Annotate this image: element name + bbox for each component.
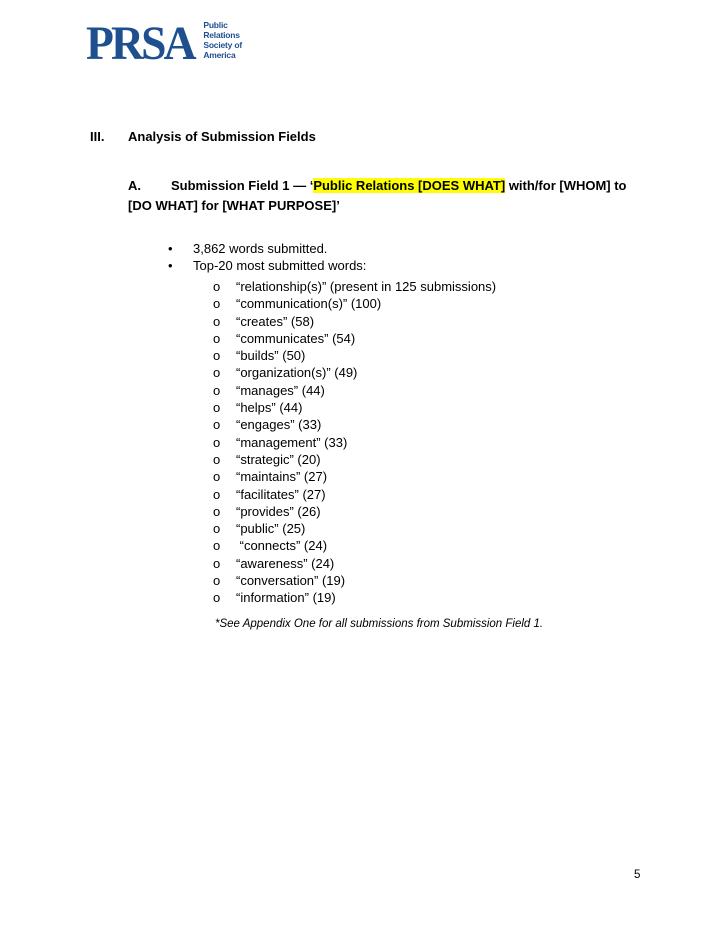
sub-marker: o bbox=[213, 503, 221, 519]
logo-line: Public bbox=[203, 20, 228, 30]
appendix-note: *See Appendix One for all submissions from Submission Field 1. bbox=[215, 618, 544, 630]
sub-marker: o bbox=[213, 555, 221, 571]
word-item bbox=[213, 589, 496, 606]
word-text: “provides” (26) bbox=[236, 503, 321, 519]
sub-marker: o bbox=[213, 417, 221, 433]
word-text: “strategic” (20) bbox=[236, 451, 321, 467]
sub-marker: o bbox=[213, 400, 221, 416]
prsa-logo bbox=[86, 18, 242, 78]
word-item bbox=[213, 520, 496, 537]
logo-line: America bbox=[203, 50, 236, 60]
word-text: “helps” (44) bbox=[236, 400, 303, 416]
sub-marker: o bbox=[213, 348, 221, 364]
sub-marker: o bbox=[213, 451, 221, 467]
word-text: “management” (33) bbox=[236, 434, 348, 450]
sub-marker: o bbox=[213, 434, 221, 450]
sub-marker: o bbox=[213, 382, 221, 398]
section-heading bbox=[90, 129, 316, 144]
word-text: “builds” (50) bbox=[236, 348, 306, 364]
sub-marker: o bbox=[213, 279, 221, 294]
list-item bbox=[168, 257, 366, 274]
word-item bbox=[213, 278, 496, 295]
word-text: “creates” (58) bbox=[236, 313, 315, 329]
word-item bbox=[213, 416, 496, 433]
word-item bbox=[213, 572, 496, 589]
word-text: “organization(s)” (49) bbox=[236, 365, 358, 381]
word-item bbox=[213, 330, 496, 347]
word-text: “manages” (44) bbox=[236, 382, 325, 398]
logo-line: Society of bbox=[203, 40, 242, 50]
bullet-marker: • bbox=[168, 241, 173, 256]
word-text: “conversation” (19) bbox=[236, 573, 346, 589]
word-item bbox=[213, 364, 496, 381]
word-text: “relationship(s)” (present in 125 submissions) bbox=[236, 279, 497, 294]
word-item bbox=[213, 434, 496, 451]
sub-marker: o bbox=[213, 590, 221, 606]
word-item bbox=[213, 555, 496, 572]
word-text: “facilitates” (27) bbox=[236, 486, 326, 502]
word-item bbox=[213, 399, 496, 416]
word-text: “awareness” (24) bbox=[236, 555, 335, 571]
logo-line: Relations bbox=[203, 30, 240, 40]
sub-marker: o bbox=[213, 469, 221, 485]
word-item bbox=[213, 503, 496, 520]
word-item bbox=[213, 486, 496, 503]
logo-wordmark bbox=[203, 20, 242, 60]
sub-marker: o bbox=[213, 486, 221, 502]
sub-marker: o bbox=[213, 521, 221, 537]
subsection-highlight: Public Relations [DOES WHAT] bbox=[313, 178, 506, 193]
list-item bbox=[168, 240, 366, 257]
sub-marker: o bbox=[213, 296, 221, 312]
page-number: 5 bbox=[634, 869, 641, 881]
subsection-title-suffix: with/for [WHOM] to [DO WHAT] for [WHAT PURPOSE]’ bbox=[128, 178, 627, 213]
word-item bbox=[213, 295, 496, 312]
top-words-list bbox=[213, 278, 496, 607]
word-text: “communication(s)” (100) bbox=[236, 296, 382, 312]
sub-marker: o bbox=[213, 313, 221, 329]
bullet-text: 3,862 words submitted. bbox=[193, 241, 328, 256]
bullet-list bbox=[168, 240, 366, 275]
subsection-title-prefix: Submission Field 1 — ‘ bbox=[171, 178, 314, 193]
word-text: “information” (19) bbox=[236, 590, 336, 606]
subsection-letter: A. bbox=[128, 178, 141, 193]
sub-marker: o bbox=[213, 573, 221, 589]
word-text: “public” (25) bbox=[236, 521, 306, 537]
bullet-marker: • bbox=[168, 258, 173, 274]
sub-marker: o bbox=[213, 330, 221, 346]
word-item bbox=[213, 313, 496, 330]
sub-marker: o bbox=[213, 538, 221, 554]
logo-mark: PRSA bbox=[86, 17, 194, 70]
word-text: “connects” (24) bbox=[236, 538, 328, 554]
word-item bbox=[213, 537, 496, 554]
word-text: “engages” (33) bbox=[236, 417, 322, 433]
section-title: Analysis of Submission Fields bbox=[128, 129, 316, 144]
word-text: “communicates” (54) bbox=[236, 330, 356, 346]
word-item bbox=[213, 347, 496, 364]
subsection-heading bbox=[128, 176, 648, 216]
section-number: III. bbox=[90, 129, 105, 144]
word-item bbox=[213, 382, 496, 399]
word-item bbox=[213, 451, 496, 468]
sub-marker: o bbox=[213, 365, 221, 381]
bullet-text: Top-20 most submitted words: bbox=[193, 258, 367, 274]
word-item bbox=[213, 468, 496, 485]
word-text: “maintains” (27) bbox=[236, 469, 328, 485]
